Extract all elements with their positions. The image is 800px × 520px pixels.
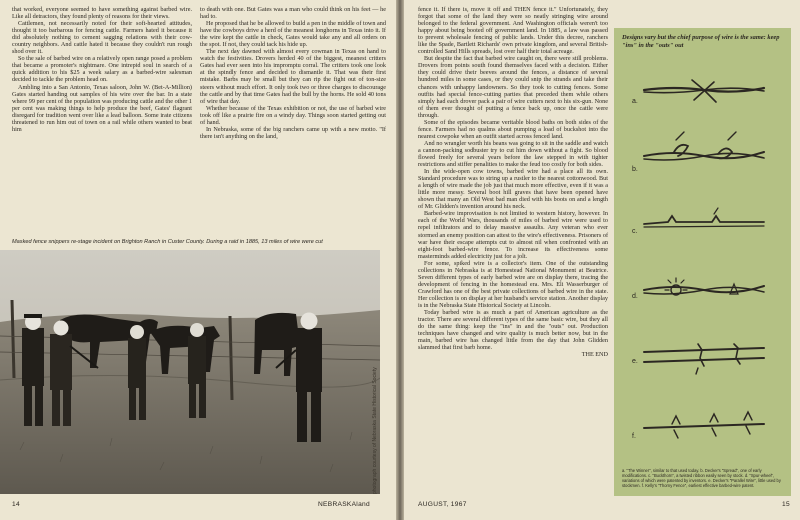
- wire-label-f: f.: [632, 433, 636, 440]
- wire-label-c: c.: [632, 228, 638, 235]
- photo-credit: photograph courtesy of Nebraska State Historical Society: [372, 367, 378, 494]
- paragraph: He proposed that he be allowed to build a pen in the middle of town and have the cowboys drive a herd of the meanest longhorns in Texas into it. If the wire kept the cattle in check, Gates would take any and all orders on the spot. If not, they could tack his hide up.: [200, 20, 386, 49]
- end-mark: THE END: [581, 351, 608, 359]
- paragraph: that worked, everyone seemed to have something against barbed wire. Like all detractors, they found plenty of reasons for their views.: [12, 6, 192, 21]
- wire-b-icon: [644, 132, 764, 160]
- wire-e-icon: [644, 344, 764, 374]
- paragraph: And no wrangler worth his beans was going to sit in the saddle and watch a cannon-packing sodbuster try to cut him down without a fight. So blood flowed freely for several years before the law stepped in with tighter restrictions and stiffer penalities to make the feud too costly for both sides.: [418, 139, 608, 169]
- wire-label-a: a.: [632, 98, 638, 105]
- wire-c-icon: [644, 208, 764, 227]
- gutter: [396, 0, 404, 520]
- left-column-2: [200, 6, 386, 140]
- wire-a-icon: [644, 80, 764, 102]
- sidebar-title: Designs vary but the chief purpose of wire is the same: keep "ins" in the "outs" out: [622, 34, 780, 49]
- paragraph: In Nebraska, some of the big ranchers came up with a new motto. "If there isn't anything on the land,: [200, 125, 386, 140]
- paragraph: Ambling into a San Antonio, Texas saloon, John W. (Bet-A-Million) Gates started handing out samples of his wire over the bar. In a state where 99 per cent of the population was producing cattle and the other 1 per cent was making things to help produce the beef, Gates' flagrant disregard for tradition went over like a lead balloon. Some irate citizens threatened to run him out of town on a rail while others wanted to beat him: [12, 83, 192, 133]
- paragraph: But despite the fact that barbed wire caught on, there were still problems. Drovers from points south found themselves faced with a decision. Either they could drive their beeves around the fences, a distance of several hundred miles in some cases, or they could snip the strands and take their chances with unhappy landowners. So they took to cutting fences. Some outfits had special fence-cutting parties that preceded them while others simply had each drover pack a pair of wire cutters next to his six-gun. None of them ever thought of putting a fence back up, once the cattle were through.: [418, 55, 608, 119]
- wire-designs-sidebar: [614, 28, 791, 496]
- wire-label-b: b.: [632, 166, 638, 173]
- paragraph: Today barbed wire is as much a part of American agriculture as the tractor. There are several different types of the same basic wire, but they all do the same thing: keep the "ins" in and the "outs" out. Production techniques have changed and wire quality is much better now, but in the main, barbed wire has changed little from the day that John Glidden slammed that first barb home.: [418, 309, 608, 352]
- magazine-title: NEBRASKAland: [318, 501, 370, 508]
- barbed-wire-illustrations: [614, 28, 791, 468]
- paragraph: In the wide-open cow towns, barbed wire had a place all its own. Standard procedure was to string up a rustler to the nearest cottonwood. But a length of wire made the job just that much more effective, even if it was a little more messy. Several boot hill graves that have been opened have shown that many an Old West bad man died with his boots on and a length of Mr. Glidden's invention around his neck.: [418, 168, 608, 211]
- photo-caption: Masked fence snippers re-stage incident on Brighton Ranch in Custer County. During a raid in 1885, 13 miles of wire were cut: [12, 239, 323, 245]
- page-number: 15: [782, 501, 790, 508]
- paragraph: Whether because of the Texas exhibition or not, the use of barbed wire took off like a prairie fire on a windy day. Things soon started getting out of hand.: [200, 104, 386, 126]
- sidebar-caption: a. "The Winner", similar to that used today. b. Decker's "Spread", one of early modifications. c. "Buckthorn", a twisted ribbon easily seen by stock. d. "Spur-wheel", variations of which were patented by inventors. e. Decker's "Parallel Wire", little used by stockmen. f. Kelly's "Thorny Fence", earliest effective barbed-wire patent.: [622, 468, 781, 488]
- paragraph: For some, spiked wire is a collector's item. One of the outstanding collections in Nebraska is at Homestead National Monument at Beatrice. Seven different types of early barbed wire are on display there, tracing the development of fencing in the homestead era. Mrs. Eli Wasserburger of Crawford has one of the best private collections of barbed wire in the state. Her collection is on display at her husband's service station. Another display is in the Nebraska State Historical Society at Lincoln.: [418, 259, 608, 309]
- paragraph: to death with one. But Gates was a man who could think on his feet — he had to.: [200, 6, 386, 21]
- wire-f-icon: [644, 412, 764, 438]
- issue-date: AUGUST, 1967: [418, 501, 467, 508]
- left-page: [0, 0, 396, 520]
- page-number: 14: [12, 501, 20, 508]
- paragraph: The next day dawned with almost every cowman in Texas on hand to watch the festivities. Drovers herded 40 of the biggest, meanest critters Gates had ever seen into his impromptu corral. The critters took one look at the spindly fence and decided to dismantle it. That was their first mistake. Barbs may be small but they can rip the fight out of ton-size steers without much effort. It only took two or three charges to discourage the cattle and by that time Gates had the bull by the horns. He sold 40 tons of wire that day.: [200, 48, 386, 105]
- wire-label-d: d.: [632, 293, 638, 300]
- fence-snippers-photo: [0, 250, 380, 494]
- paragraph: Some of the episodes became veritable blood baths on both sides of the fence. Farmers had no qualms about pumping a load of buckshot into the nearest cowpoke when an outfit started across fenced land.: [418, 118, 608, 140]
- paragraph: Cattlemen, not necessarily noted for their soft-hearted attitudes, thought it too barbarous for fencing cattle. Farmers hated it because it did absolutely nothing to cement sagging relations with their cow-country neighbors. And cattle hated it because they couldn't run rough shod over it.: [12, 20, 192, 56]
- wire-d-icon: [644, 278, 764, 295]
- wire-label-e: e.: [632, 358, 638, 365]
- left-column-1: [12, 6, 192, 133]
- paragraph: Barbed-wire improvisation is not limited to western history, however. In each of the World Wars, thousands of miles of barbed wire were used to repel infiltrators and to delay massive assaults. Any veteran who ever stormed an enemy position can attest to the wire's effectiveness. Prisoners of war have their escape attempts cut to almost nil when confronted with an eight-foot barbed-wire fence. To increase its effectiveness some masterminds added electricity just for a jolt.: [418, 210, 608, 260]
- paragraph: So the sale of barbed wire on a relatively open range posed a problem that became a promoter's nightmare. One intrepid soul in search of a quick addition to his $25 a week salary as a barbed-wire salesman decided to tackle the problem head on.: [12, 55, 192, 84]
- right-column-1: [418, 6, 608, 358]
- paragraph: fence it. If there is, move it off and THEN fence it." Unfortunately, they forgot that some of the land they were so neatly stringing wire around belonged to the federal government. And Washington officials weren't too happy about being booted off government land. In 1885, a law was passed to prevent wholesale fencing of public lands. Under this decree, ranchers like the Spade, Bartlett Richards' own private kingdom, and several British-controlled Sand Hills spreads, lost over half their total acreage.: [418, 6, 608, 56]
